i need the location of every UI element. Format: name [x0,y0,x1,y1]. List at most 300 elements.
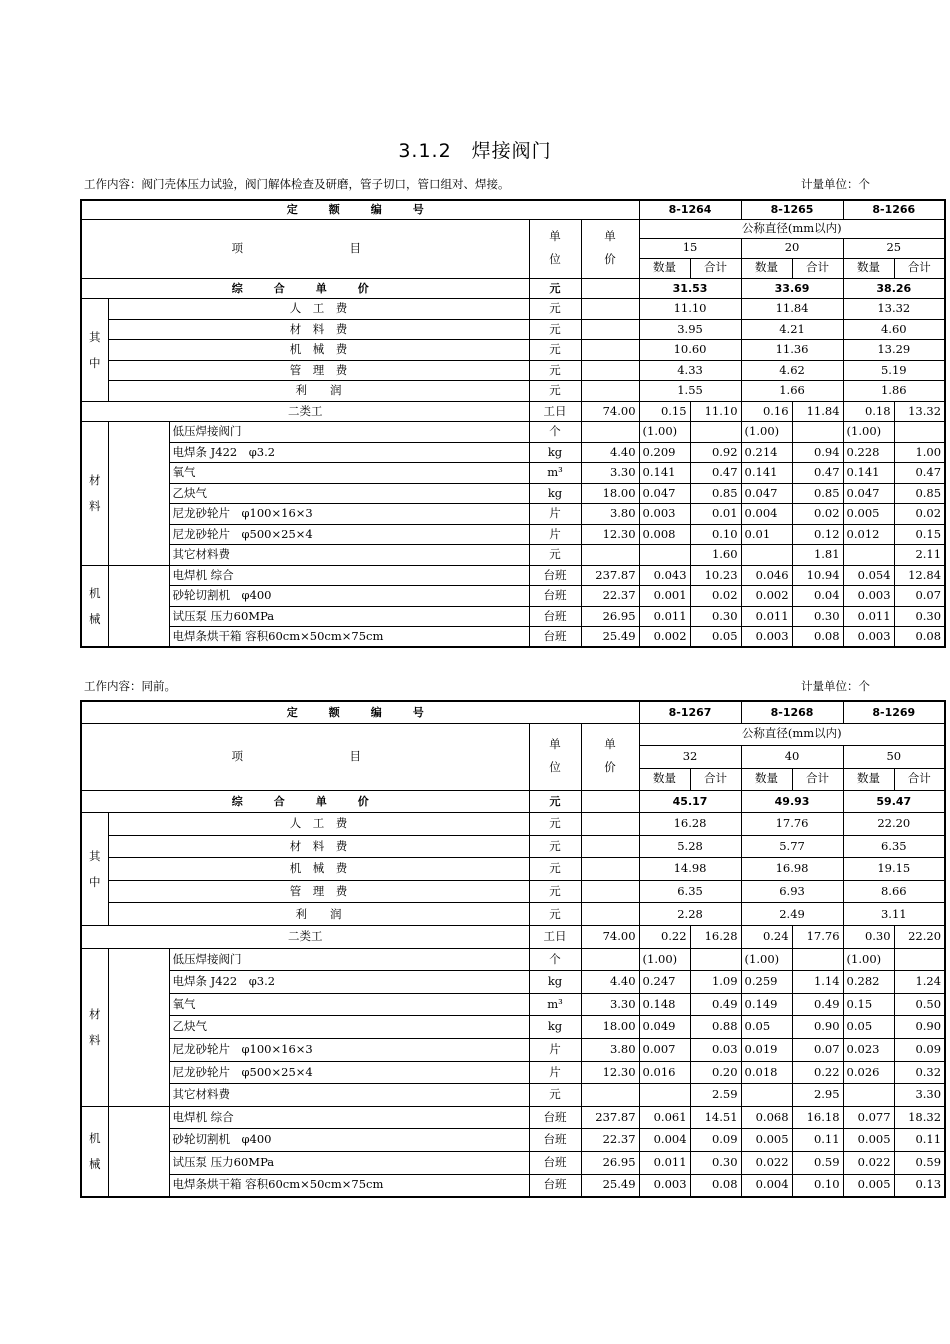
breakdown-value: 14.98 [639,858,741,881]
breakdown-price-blank [581,360,639,381]
material-unit: 个 [529,948,581,971]
material-cell: 0.10 [690,524,741,545]
composite-price-label: 综 合 单 价 [81,790,529,813]
material-cell: 0.90 [792,1016,843,1039]
unit-note: 计量单位：个 [801,177,870,191]
breakdown-value: 10.60 [639,340,741,361]
machinery-blank [108,1106,169,1196]
total-header: 合计 [792,258,843,278]
breakdown-item-label: 管 理 费 [108,360,529,381]
material-cell: 0.15 [894,524,945,545]
breakdown-value: 16.98 [741,858,843,881]
machinery-label: 机 械 [81,565,108,647]
materials-blank [108,422,169,566]
material-name: 尼龙砂轮片 φ500×25×4 [169,524,529,545]
machinery-price: 237.87 [581,565,639,586]
machinery-cell: 0.011 [741,606,792,627]
material-cell: 0.02 [894,504,945,525]
material-cell: (1.00) [741,422,792,443]
material-price [581,948,639,971]
machinery-cell: 0.011 [639,606,690,627]
machinery-price: 25.49 [581,1174,639,1197]
composite-unit: 元 [529,790,581,813]
material-cell: 0.47 [690,463,741,484]
breakdown-value: 1.86 [843,381,945,402]
material-price: 12.30 [581,524,639,545]
material-cell: 0.07 [792,1039,843,1062]
machinery-cell: 0.061 [639,1106,690,1129]
breakdown-value: 19.15 [843,858,945,881]
breakdown-label: 其 中 [81,813,108,926]
breakdown-value: 6.35 [639,880,741,903]
material-cell: 0.018 [741,1061,792,1084]
machinery-label: 机 械 [81,1106,108,1196]
material-cell: 0.49 [690,993,741,1016]
labor-cell: 17.76 [792,926,843,949]
material-unit: kg [529,1016,581,1039]
breakdown-value: 4.21 [741,319,843,340]
breakdown-unit: 元 [529,299,581,320]
machinery-cell: 0.02 [690,586,741,607]
machinery-unit: 台班 [529,1152,581,1175]
material-cell [690,422,741,443]
material-cell: 0.20 [690,1061,741,1084]
material-cell: 0.247 [639,971,690,994]
machinery-name: 电焊机 综合 [169,565,529,586]
breakdown-item-label: 材 料 费 [108,319,529,340]
machinery-name: 电焊条烘干箱 容积60cm×50cm×75cm [169,627,529,648]
diameter-value: 50 [843,745,945,768]
material-cell: 0.209 [639,442,690,463]
machinery-cell: 16.18 [792,1106,843,1129]
machinery-unit: 台班 [529,1174,581,1197]
breakdown-value: 11.84 [741,299,843,320]
labor-cell: 11.10 [690,401,741,422]
machinery-cell: 10.94 [792,565,843,586]
breakdown-value: 17.76 [741,813,843,836]
breakdown-value: 4.62 [741,360,843,381]
diameter-label: 公称直径(mm以内) [639,723,945,745]
material-price [581,422,639,443]
material-cell: 0.004 [741,504,792,525]
material-unit: 元 [529,1084,581,1107]
machinery-price: 22.37 [581,586,639,607]
machinery-cell: 10.23 [690,565,741,586]
material-cell: 2.95 [792,1084,843,1107]
material-unit: 片 [529,504,581,525]
material-cell: 0.141 [639,463,690,484]
composite-price-value: 38.26 [843,278,945,299]
material-cell: 0.05 [843,1016,894,1039]
breakdown-item-label: 材 料 费 [108,835,529,858]
labor-label: 二类工 [81,401,529,422]
breakdown-value: 1.55 [639,381,741,402]
diameter-value: 40 [741,745,843,768]
machinery-cell: 0.003 [741,627,792,648]
material-cell: 0.149 [741,993,792,1016]
material-cell: 2.59 [690,1084,741,1107]
material-cell [843,1084,894,1107]
diameter-value: 20 [741,238,843,258]
material-price: 18.00 [581,483,639,504]
price-header: 单 价 [581,219,639,278]
material-cell [741,1084,792,1107]
material-cell: 0.008 [639,524,690,545]
machinery-cell: 0.002 [639,627,690,648]
material-unit: kg [529,971,581,994]
machinery-unit: 台班 [529,1129,581,1152]
material-cell: 0.049 [639,1016,690,1039]
material-name: 乙炔气 [169,1016,529,1039]
machinery-unit: 台班 [529,565,581,586]
machinery-name: 试压泵 压力60MPa [169,606,529,627]
material-cell: 0.47 [894,463,945,484]
machinery-price: 25.49 [581,627,639,648]
quota-code: 8-1266 [843,200,945,219]
machinery-cell: 0.004 [639,1129,690,1152]
breakdown-item-label: 利 润 [108,381,529,402]
material-cell: 0.007 [639,1039,690,1062]
labor-unit: 工日 [529,926,581,949]
machinery-price: 237.87 [581,1106,639,1129]
material-cell: 0.228 [843,442,894,463]
material-unit: m³ [529,463,581,484]
breakdown-price-blank [581,903,639,926]
material-name: 其它材料费 [169,545,529,566]
machinery-cell: 0.30 [792,606,843,627]
material-unit: 片 [529,524,581,545]
labor-cell: 13.32 [894,401,945,422]
machinery-cell: 0.59 [894,1152,945,1175]
labor-cell: 0.15 [639,401,690,422]
material-unit: 个 [529,422,581,443]
material-cell: 0.141 [843,463,894,484]
material-price: 3.80 [581,1039,639,1062]
machinery-price: 26.95 [581,606,639,627]
material-unit: m³ [529,993,581,1016]
composite-price-value: 49.93 [741,790,843,813]
material-cell: 3.30 [894,1084,945,1107]
material-cell [894,422,945,443]
breakdown-value: 5.77 [741,835,843,858]
material-unit: kg [529,442,581,463]
breakdown-value: 11.36 [741,340,843,361]
material-cell [741,545,792,566]
machinery-cell: 0.13 [894,1174,945,1197]
material-price: 3.80 [581,504,639,525]
breakdown-unit: 元 [529,813,581,836]
composite-price-value: 31.53 [639,278,741,299]
machinery-cell: 18.32 [894,1106,945,1129]
breakdown-value: 13.32 [843,299,945,320]
breakdown-value: 4.33 [639,360,741,381]
material-cell: 0.016 [639,1061,690,1084]
material-cell: 0.019 [741,1039,792,1062]
composite-price-blank [581,278,639,299]
material-cell: 1.14 [792,971,843,994]
breakdown-price-blank [581,880,639,903]
material-name: 尼龙砂轮片 φ100×16×3 [169,1039,529,1062]
material-cell: 1.24 [894,971,945,994]
material-cell: 0.012 [843,524,894,545]
machinery-cell: 0.003 [843,627,894,648]
materials-label: 材 料 [81,422,108,566]
breakdown-value: 22.20 [843,813,945,836]
breakdown-price-blank [581,381,639,402]
breakdown-price-blank [581,340,639,361]
machinery-name: 电焊条烘干箱 容积60cm×50cm×75cm [169,1174,529,1197]
machinery-cell: 0.09 [690,1129,741,1152]
material-cell: 0.148 [639,993,690,1016]
material-cell [690,948,741,971]
breakdown-value: 3.95 [639,319,741,340]
material-cell: (1.00) [741,948,792,971]
quota-number-label: 定 额 编 号 [81,701,639,723]
material-unit: kg [529,483,581,504]
machinery-unit: 台班 [529,1106,581,1129]
material-cell [792,948,843,971]
machinery-cell: 0.10 [792,1174,843,1197]
machinery-price: 26.95 [581,1152,639,1175]
breakdown-value: 2.28 [639,903,741,926]
machinery-cell: 0.004 [741,1174,792,1197]
breakdown-price-blank [581,319,639,340]
material-cell: 0.02 [792,504,843,525]
machinery-name: 砂轮切割机 φ400 [169,1129,529,1152]
quota-code: 8-1265 [741,200,843,219]
machinery-cell: 0.046 [741,565,792,586]
breakdown-item-label: 人 工 费 [108,299,529,320]
breakdown-value: 1.66 [741,381,843,402]
quota-code: 8-1268 [741,701,843,723]
quota-number-label: 定 额 编 号 [81,200,639,219]
material-cell: 0.90 [894,1016,945,1039]
machinery-cell: 0.011 [639,1152,690,1175]
machinery-cell: 0.022 [843,1152,894,1175]
breakdown-item-label: 机 械 费 [108,858,529,881]
machinery-cell: 0.59 [792,1152,843,1175]
diameter-label: 公称直径(mm以内) [639,219,945,238]
material-cell: 0.01 [690,504,741,525]
composite-price-label: 综 合 单 价 [81,278,529,299]
material-name: 氧气 [169,993,529,1016]
breakdown-value: 11.10 [639,299,741,320]
machinery-cell: 0.05 [690,627,741,648]
labor-label: 二类工 [81,926,529,949]
unit-note: 计量单位：个 [801,679,870,693]
quota-code: 8-1269 [843,701,945,723]
material-price [581,545,639,566]
material-name: 电焊条 J422 φ3.2 [169,442,529,463]
material-cell: 1.81 [792,545,843,566]
machinery-cell: 0.068 [741,1106,792,1129]
material-cell: 0.49 [792,993,843,1016]
machinery-cell: 14.51 [690,1106,741,1129]
material-cell: 1.00 [894,442,945,463]
material-cell: 0.047 [741,483,792,504]
machinery-cell: 0.003 [843,586,894,607]
breakdown-value: 13.29 [843,340,945,361]
machinery-cell: 0.11 [792,1129,843,1152]
breakdown-price-blank [581,835,639,858]
material-cell: 1.09 [690,971,741,994]
material-cell: 0.259 [741,971,792,994]
material-cell: 0.15 [843,993,894,1016]
breakdown-value: 4.60 [843,319,945,340]
quota-table [80,700,946,1198]
labor-unit: 工日 [529,401,581,422]
material-cell: 0.05 [741,1016,792,1039]
material-cell: 0.50 [894,993,945,1016]
material-cell [843,545,894,566]
material-cell: 0.88 [690,1016,741,1039]
labor-cell: 0.18 [843,401,894,422]
breakdown-unit: 元 [529,903,581,926]
diameter-value: 32 [639,745,741,768]
breakdown-value: 3.11 [843,903,945,926]
composite-price-blank [581,790,639,813]
qty-header: 数量 [639,768,690,790]
machinery-cell: 0.30 [690,606,741,627]
material-cell: 2.11 [894,545,945,566]
material-cell: 0.12 [792,524,843,545]
material-cell [639,1084,690,1107]
qty-header: 数量 [741,258,792,278]
material-cell [639,545,690,566]
material-cell: 0.047 [639,483,690,504]
machinery-cell: 0.07 [894,586,945,607]
machinery-cell: 0.04 [792,586,843,607]
breakdown-value: 8.66 [843,880,945,903]
materials-blank [108,948,169,1106]
machinery-cell: 0.001 [639,586,690,607]
unit-header: 单 位 [529,219,581,278]
qty-header: 数量 [639,258,690,278]
material-price: 12.30 [581,1061,639,1084]
breakdown-unit: 元 [529,340,581,361]
material-cell: 0.282 [843,971,894,994]
material-cell: 0.85 [894,483,945,504]
material-cell: (1.00) [843,422,894,443]
machinery-cell: 0.11 [894,1129,945,1152]
breakdown-item-label: 人 工 费 [108,813,529,836]
material-unit: 片 [529,1039,581,1062]
breakdown-value: 5.19 [843,360,945,381]
diameter-value: 15 [639,238,741,258]
material-name: 其它材料费 [169,1084,529,1107]
material-cell: (1.00) [639,948,690,971]
qty-header: 数量 [843,258,894,278]
composite-price-value: 45.17 [639,790,741,813]
breakdown-unit: 元 [529,880,581,903]
material-cell: 0.005 [843,504,894,525]
breakdown-value: 16.28 [639,813,741,836]
qty-header: 数量 [741,768,792,790]
breakdown-item-label: 利 润 [108,903,529,926]
machinery-cell: 0.30 [690,1152,741,1175]
machinery-cell: 0.011 [843,606,894,627]
machinery-name: 试压泵 压力60MPa [169,1152,529,1175]
material-cell: 0.32 [894,1061,945,1084]
material-cell: 0.09 [894,1039,945,1062]
machinery-cell: 0.003 [639,1174,690,1197]
unit-header: 单 位 [529,723,581,790]
diameter-value: 25 [843,238,945,258]
material-name: 氧气 [169,463,529,484]
material-cell: 0.47 [792,463,843,484]
material-cell: (1.00) [843,948,894,971]
machinery-name: 电焊机 综合 [169,1106,529,1129]
breakdown-unit: 元 [529,381,581,402]
machinery-cell: 0.054 [843,565,894,586]
machinery-cell: 0.022 [741,1152,792,1175]
breakdown-value: 5.28 [639,835,741,858]
machinery-cell: 0.08 [792,627,843,648]
item-header: 项 目 [81,723,529,790]
material-cell [894,948,945,971]
material-cell: (1.00) [639,422,690,443]
material-cell: 0.85 [792,483,843,504]
material-cell: 0.003 [639,504,690,525]
material-price: 4.40 [581,442,639,463]
quota-code: 8-1267 [639,701,741,723]
work-content: 工作内容：阀门壳体压力试验，阀门解体检查及研磨，管子切口，管口组对、焊接。 [84,177,510,191]
machinery-blank [108,565,169,647]
machinery-cell: 0.005 [843,1129,894,1152]
material-price: 18.00 [581,1016,639,1039]
qty-header: 数量 [843,768,894,790]
machinery-cell: 0.30 [894,606,945,627]
total-header: 合计 [894,768,945,790]
material-name: 电焊条 J422 φ3.2 [169,971,529,994]
work-content: 工作内容：同前。 [84,679,176,693]
total-header: 合计 [690,258,741,278]
total-header: 合计 [690,768,741,790]
breakdown-price-blank [581,813,639,836]
composite-unit: 元 [529,278,581,299]
material-price: 4.40 [581,971,639,994]
breakdown-unit: 元 [529,360,581,381]
machinery-cell: 0.08 [894,627,945,648]
machinery-unit: 台班 [529,586,581,607]
material-cell [792,422,843,443]
breakdown-unit: 元 [529,835,581,858]
breakdown-value: 2.49 [741,903,843,926]
machinery-cell: 12.84 [894,565,945,586]
material-price: 3.30 [581,993,639,1016]
quota-table [80,199,946,648]
material-unit: 片 [529,1061,581,1084]
material-cell: 0.047 [843,483,894,504]
machinery-cell: 0.043 [639,565,690,586]
breakdown-unit: 元 [529,319,581,340]
quota-code: 8-1264 [639,200,741,219]
labor-cell: 11.84 [792,401,843,422]
labor-cell: 0.16 [741,401,792,422]
material-cell: 0.94 [792,442,843,463]
material-cell: 0.01 [741,524,792,545]
breakdown-price-blank [581,299,639,320]
machinery-name: 砂轮切割机 φ400 [169,586,529,607]
materials-label: 材 料 [81,948,108,1106]
material-cell: 0.22 [792,1061,843,1084]
material-price [581,1084,639,1107]
material-name: 乙炔气 [169,483,529,504]
item-header: 项 目 [81,219,529,278]
price-header: 单 价 [581,723,639,790]
material-cell: 1.60 [690,545,741,566]
material-cell: 0.214 [741,442,792,463]
